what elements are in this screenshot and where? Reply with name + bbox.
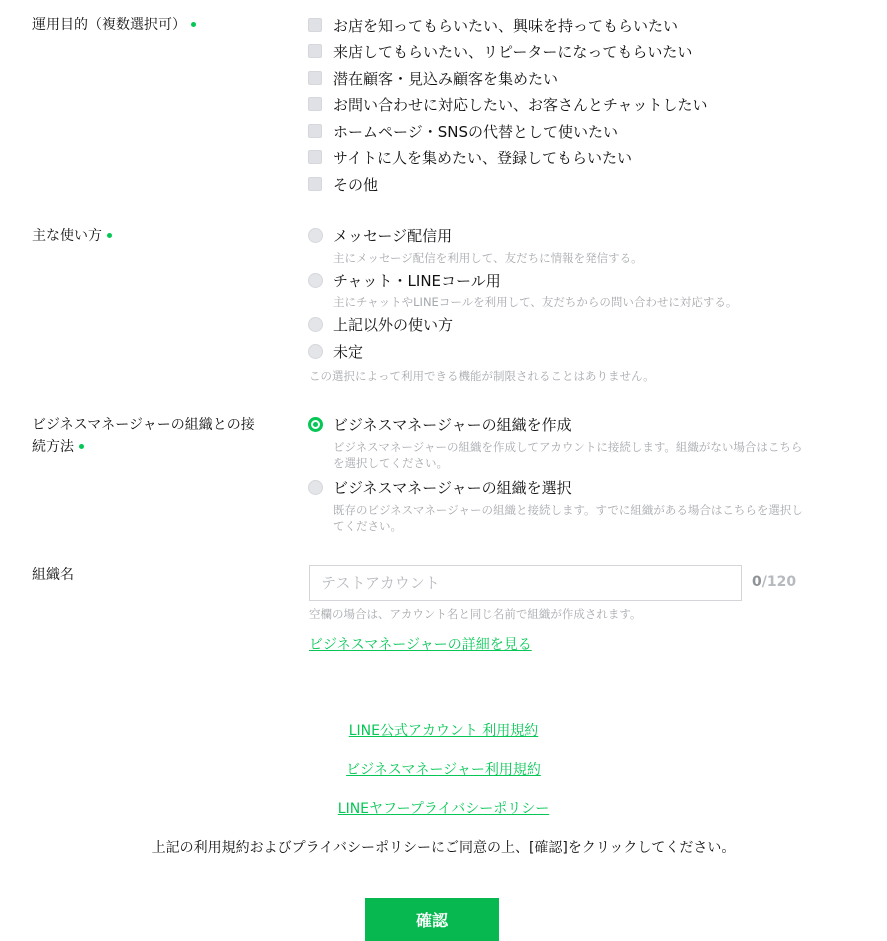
usage-option-other[interactable]: 上記以外の使い方 [333, 314, 453, 336]
purpose-option-1[interactable]: お店を知ってもらいたい、興味を持ってもらいたい [333, 15, 678, 37]
usage-option-chat[interactable]: チャット・LINEコール用 [333, 270, 501, 292]
terms-link-business-manager[interactable]: ビジネスマネージャー利用規約 [346, 762, 541, 778]
terms-link-official-account[interactable]: LINE公式アカウント 利用規約 [348, 723, 539, 739]
usage-option-undecided[interactable]: 未定 [333, 341, 363, 363]
usage-label: 主な使い方 [32, 225, 112, 247]
business-manager-detail-link[interactable]: ビジネスマネージャーの詳細を見る [309, 637, 532, 653]
usage-option-desc: 主にメッセージ配信を利用して、友だちに情報を発信する。 [333, 251, 643, 265]
radio-button[interactable] [308, 228, 323, 243]
agreement-text: 上記の利用規約およびプライバシーポリシーにご同意の上、[確認]をクリックしてください。 [151, 840, 736, 856]
usage-note: この選択によって利用できる機能が制限されることはありません。 [309, 369, 655, 383]
radio-button-selected[interactable] [308, 417, 323, 432]
confirm-button[interactable]: 確認 [365, 898, 499, 941]
radio-button[interactable] [308, 273, 323, 288]
connection-option-select[interactable]: ビジネスマネージャーの組織を選択 [333, 477, 572, 499]
org-name-input[interactable] [309, 565, 742, 601]
org-name-label: 組織名 [32, 567, 74, 583]
checkbox[interactable] [308, 44, 322, 58]
org-name-help: 空欄の場合は、アカウント名と同じ名前で組織が作成されます。 [309, 607, 642, 621]
purpose-option-7[interactable]: その他 [333, 174, 378, 196]
privacy-policy-link[interactable]: LINEヤフープライバシーポリシー [337, 801, 550, 817]
radio-button[interactable] [308, 344, 323, 359]
checkbox[interactable] [308, 97, 322, 111]
radio-button[interactable] [308, 317, 323, 332]
required-dot [191, 22, 196, 27]
usage-option-desc: 主にチャットやLINEコールを利用して、友だちからの問い合わせに対応する。 [333, 295, 738, 309]
checkbox[interactable] [308, 18, 322, 32]
radio-button[interactable] [308, 480, 323, 495]
checkbox[interactable] [308, 177, 322, 191]
connection-option-create[interactable]: ビジネスマネージャーの組織を作成 [333, 414, 572, 436]
checkbox[interactable] [308, 71, 322, 85]
required-dot [79, 444, 84, 449]
connection-option-desc: 既存のビジネスマネージャーの組織と接続します。すでに組織がある場合はこちらを選択し てください。 [333, 503, 803, 533]
purpose-option-3[interactable]: 潜在顧客・見込み顧客を集めたい [333, 68, 558, 90]
purpose-label: 運用目的（複数選択可） [32, 14, 196, 36]
purpose-option-4[interactable]: お問い合わせに対応したい、お客さんとチャットしたい [333, 94, 708, 116]
purpose-option-6[interactable]: サイトに人を集めたい、登録してもらいたい [333, 147, 632, 169]
purpose-option-5[interactable]: ホームページ・SNSの代替として使いたい [333, 121, 618, 143]
connection-label: ビジネスマネージャーの組織との接 続方法 [32, 417, 255, 455]
required-dot [107, 233, 112, 238]
char-counter: 0/120 [752, 574, 797, 590]
checkbox[interactable] [308, 124, 322, 138]
checkbox[interactable] [308, 150, 322, 164]
usage-option-message[interactable]: メッセージ配信用 [333, 225, 452, 247]
purpose-option-2[interactable]: 来店してもらいたい、リピーターになってもらいたい [333, 41, 692, 63]
connection-option-desc: ビジネスマネージャーの組織を作成してアカウントに接続します。組織がない場合はこちら を選択してください。 [333, 440, 803, 470]
